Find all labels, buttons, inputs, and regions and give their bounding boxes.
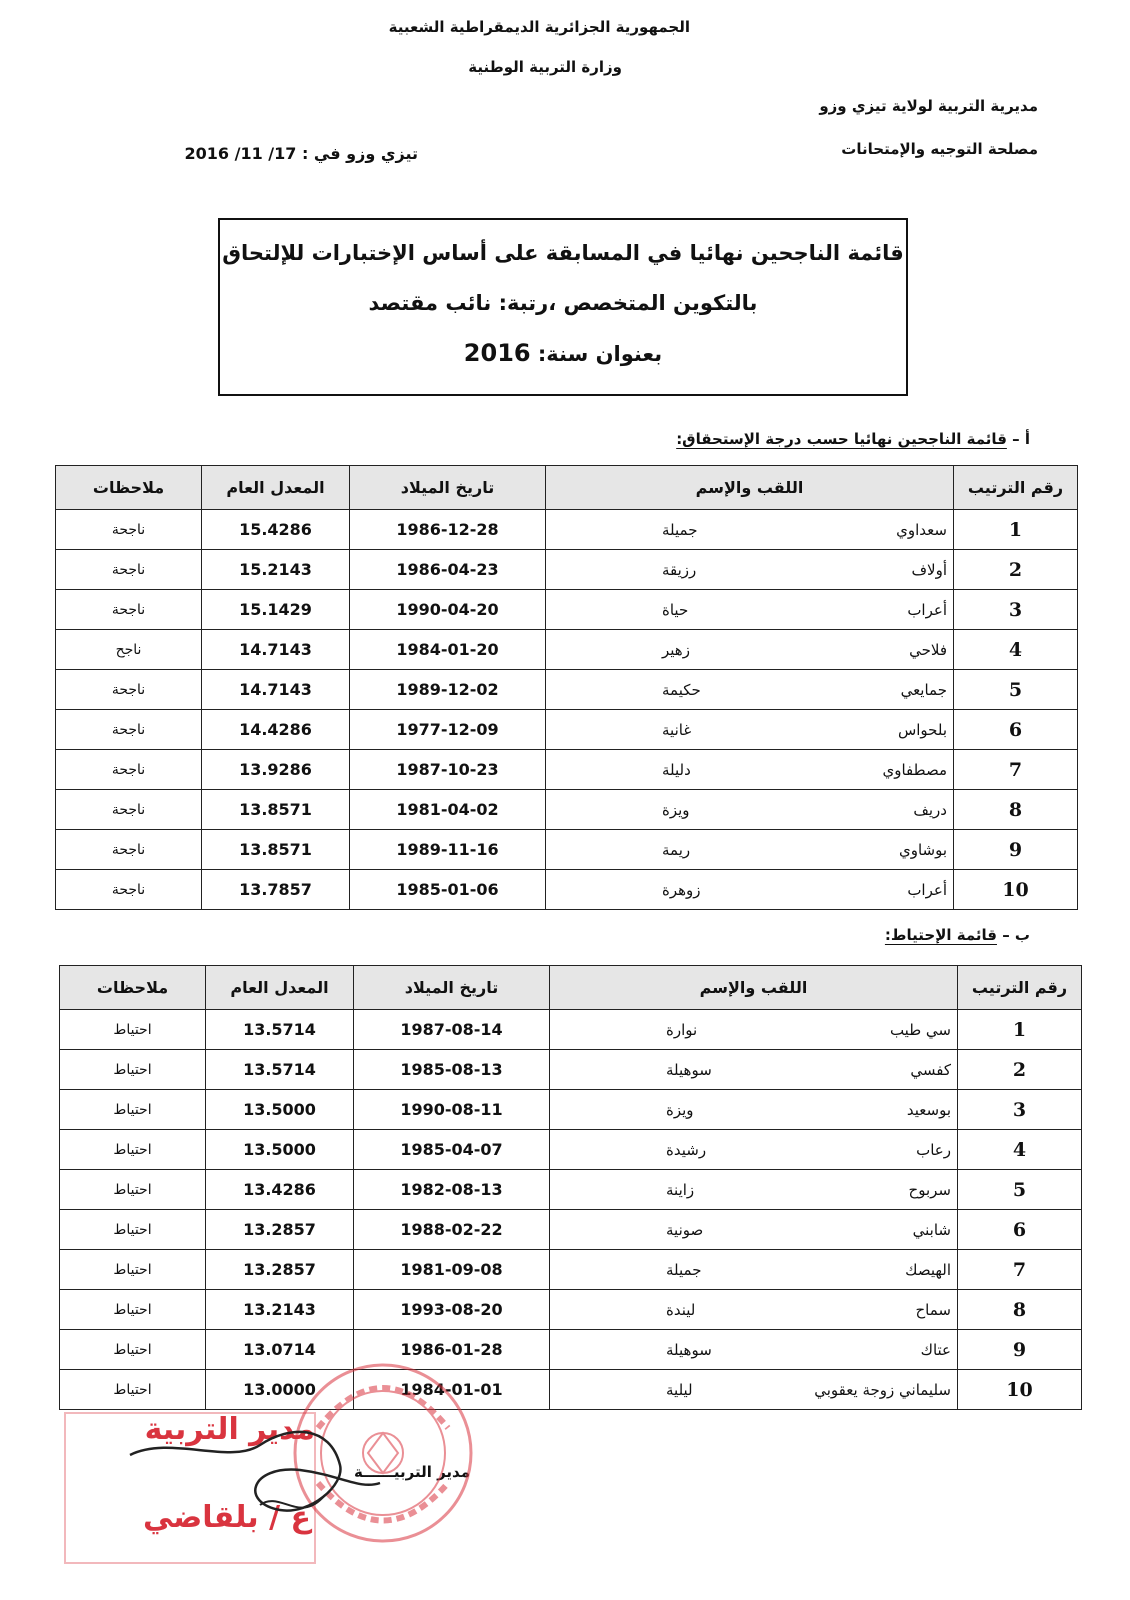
family-name: دريف	[913, 800, 947, 819]
family-name: فلاحي	[909, 640, 947, 659]
name-cell	[546, 590, 954, 630]
col-dob: تاريخ الميلاد	[354, 966, 550, 1010]
dob-cell: 1984-01-20	[350, 630, 546, 670]
name-cell	[550, 1170, 958, 1210]
average-cell: 15.2143	[202, 550, 350, 590]
family-name: عتاك	[920, 1340, 951, 1359]
note-cell: ناجح	[56, 630, 202, 670]
dob-cell: 1988-02-22	[354, 1210, 550, 1250]
given-name: دليلة	[662, 760, 691, 779]
title-line-3	[220, 328, 906, 379]
table-row	[56, 750, 1078, 790]
rank-cell: 2	[958, 1050, 1082, 1090]
table-row	[60, 1170, 1082, 1210]
name-cell	[546, 510, 954, 550]
title-year: 2016	[463, 339, 531, 367]
note-cell: ناجحة	[56, 510, 202, 550]
col-name: اللقب والإسم	[550, 966, 958, 1010]
given-name: زهير	[662, 640, 690, 659]
dob-cell: 1986-01-28	[354, 1330, 550, 1370]
given-name: ليلية	[666, 1380, 693, 1399]
section-a-marker: أ –	[1012, 430, 1030, 448]
dob-cell: 1982-08-13	[354, 1170, 550, 1210]
name-cell	[550, 1090, 958, 1130]
table-row	[56, 670, 1078, 710]
given-name: رشيدة	[666, 1140, 707, 1159]
given-name: غانية	[662, 720, 692, 739]
table-row	[56, 710, 1078, 750]
table-successful	[55, 465, 1078, 910]
service-line: مصلحة التوجيه والإمتحانات	[841, 140, 1038, 158]
note-cell: ناجحة	[56, 790, 202, 830]
dob-cell: 1981-09-08	[354, 1250, 550, 1290]
average-cell: 13.8571	[202, 830, 350, 870]
table-row	[60, 1210, 1082, 1250]
dob-cell: 1985-04-07	[354, 1130, 550, 1170]
rank-cell: 9	[958, 1330, 1082, 1370]
col-notes: ملاحظات	[60, 966, 206, 1010]
rank-cell: 1	[958, 1010, 1082, 1050]
name-cell	[550, 1250, 958, 1290]
rank-cell: 3	[954, 590, 1078, 630]
note-cell: احتياط	[60, 1370, 206, 1410]
rank-cell: 6	[954, 710, 1078, 750]
table-row	[56, 590, 1078, 630]
note-cell: احتياط	[60, 1210, 206, 1250]
col-notes: ملاحظات	[56, 466, 202, 510]
rank-cell: 1	[954, 510, 1078, 550]
table-row	[56, 510, 1078, 550]
name-cell	[550, 1050, 958, 1090]
family-name: جمايعي	[900, 680, 947, 699]
note-cell: ناجحة	[56, 670, 202, 710]
note-cell: ناجحة	[56, 830, 202, 870]
given-name: صونية	[666, 1220, 704, 1239]
republic-line: الجمهورية الجزائرية الديمقراطية الشعبية	[388, 18, 690, 36]
table-row	[60, 1010, 1082, 1050]
rank-cell: 7	[954, 750, 1078, 790]
dob-cell: 1977-12-09	[350, 710, 546, 750]
rank-cell: 3	[958, 1090, 1082, 1130]
dob-cell: 1989-11-16	[350, 830, 546, 870]
given-name: حكيمة	[662, 680, 701, 699]
given-name: جميلة	[666, 1260, 702, 1279]
note-cell: ناجحة	[56, 870, 202, 910]
table-a-header-row	[56, 466, 1078, 510]
table-row	[60, 1250, 1082, 1290]
family-name: سي طيب	[889, 1020, 951, 1039]
name-cell	[550, 1210, 958, 1250]
rank-cell: 7	[958, 1250, 1082, 1290]
dob-cell: 1986-12-28	[350, 510, 546, 550]
family-name: أعراب	[907, 880, 947, 899]
given-name: زوهرة	[662, 880, 701, 899]
directorate-line: مديرية التربية لولاية تيزي وزو	[819, 97, 1038, 115]
average-cell: 13.8571	[202, 790, 350, 830]
col-average: المعدل العام	[206, 966, 354, 1010]
note-cell: احتياط	[60, 1170, 206, 1210]
table-row	[56, 550, 1078, 590]
rank-cell: 5	[958, 1170, 1082, 1210]
given-name: زاينة	[666, 1180, 695, 1199]
rank-cell: 5	[954, 670, 1078, 710]
family-name: أولاف	[911, 560, 947, 579]
note-cell: احتياط	[60, 1290, 206, 1330]
place-date: تيزي وزو في : 17/ 11/ 2016	[184, 144, 418, 163]
dob-cell: 1990-08-11	[354, 1090, 550, 1130]
col-average: المعدل العام	[202, 466, 350, 510]
given-name: حياة	[662, 600, 689, 619]
name-cell	[550, 1130, 958, 1170]
name-cell	[546, 750, 954, 790]
dob-cell: 1993-08-20	[354, 1290, 550, 1330]
given-name: سوهيلة	[666, 1340, 712, 1359]
note-cell: احتياط	[60, 1050, 206, 1090]
dob-cell: 1981-04-02	[350, 790, 546, 830]
stamp-title: مدير التربية	[144, 1412, 315, 1447]
title-year-prefix: بعنوان سنة:	[537, 342, 663, 366]
name-cell	[546, 790, 954, 830]
family-name: سليماني زوجة يعقوبي	[814, 1380, 951, 1399]
given-name: ريمة	[662, 840, 691, 859]
dob-cell: 1990-04-20	[350, 590, 546, 630]
dob-cell: 1987-08-14	[354, 1010, 550, 1050]
note-cell: ناجحة	[56, 710, 202, 750]
signature-label: مدير التربيــــــة	[354, 1463, 470, 1481]
col-rank: رقم الترتيب	[958, 966, 1082, 1010]
title-line-1: قائمة الناجحين نهائيا في المسابقة على أساس الإختبارات للإلتحاق	[222, 241, 904, 265]
name-cell	[550, 1370, 958, 1410]
name-cell	[546, 710, 954, 750]
rank-cell: 2	[954, 550, 1078, 590]
given-name: نوارة	[666, 1020, 698, 1039]
section-a-label: قائمة الناجحين نهائيا حسب درجة الإستحقاق:	[676, 430, 1007, 448]
rank-cell: 8	[954, 790, 1078, 830]
note-cell: ناجحة	[56, 590, 202, 630]
average-cell: 13.0000	[206, 1370, 354, 1410]
name-cell	[546, 830, 954, 870]
average-cell: 13.2857	[206, 1210, 354, 1250]
family-name: رعاب	[916, 1140, 951, 1159]
given-name: ليندة	[666, 1300, 696, 1319]
average-cell: 13.7857	[202, 870, 350, 910]
rank-cell: 8	[958, 1290, 1082, 1330]
note-cell: ناجحة	[56, 550, 202, 590]
table-reserve	[59, 965, 1082, 1410]
section-b-heading	[885, 926, 1030, 944]
table-row	[56, 790, 1078, 830]
family-name: بوسعيد	[906, 1100, 951, 1119]
average-cell: 14.7143	[202, 670, 350, 710]
note-cell: ناجحة	[56, 750, 202, 790]
given-name: رزيقة	[662, 560, 697, 579]
table-row	[60, 1050, 1082, 1090]
average-cell: 14.7143	[202, 630, 350, 670]
table-row	[60, 1330, 1082, 1370]
family-name: سربوح	[908, 1180, 951, 1199]
table-row	[60, 1290, 1082, 1330]
table-b-header-row	[60, 966, 1082, 1010]
family-name: شابني	[912, 1220, 951, 1239]
dob-cell: 1985-08-13	[354, 1050, 550, 1090]
given-name: جميلة	[662, 520, 698, 539]
section-a-heading	[676, 430, 1030, 448]
director-stamp	[60, 1408, 325, 1568]
col-rank: رقم الترتيب	[954, 466, 1078, 510]
average-cell: 15.4286	[202, 510, 350, 550]
title-line-2: بالتكوين المتخصص ،رتبة: نائب مقتصد	[368, 291, 758, 315]
note-cell: احتياط	[60, 1010, 206, 1050]
dob-cell: 1987-10-23	[350, 750, 546, 790]
average-cell: 13.9286	[202, 750, 350, 790]
section-b-label: قائمة الإحتياط:	[884, 926, 997, 944]
family-name: أعراب	[907, 600, 947, 619]
section-b-marker: ب –	[1002, 926, 1030, 944]
title-box	[218, 218, 908, 396]
dob-cell: 1984-01-01	[354, 1370, 550, 1410]
average-cell: 13.5714	[206, 1050, 354, 1090]
family-name: بوشاوي	[898, 840, 947, 859]
average-cell: 15.1429	[202, 590, 350, 630]
rank-cell: 9	[954, 830, 1078, 870]
dob-cell: 1989-12-02	[350, 670, 546, 710]
col-dob: تاريخ الميلاد	[350, 466, 546, 510]
stamp-name: ع / بلقاضي	[142, 1500, 311, 1535]
family-name: كفسي	[910, 1060, 951, 1079]
average-cell: 14.4286	[202, 710, 350, 750]
note-cell: احتياط	[60, 1130, 206, 1170]
average-cell: 13.5714	[206, 1010, 354, 1050]
given-name: سوهيلة	[666, 1060, 712, 1079]
table-row	[60, 1130, 1082, 1170]
family-name: الهيصك	[905, 1260, 951, 1279]
table-row	[60, 1090, 1082, 1130]
rank-cell: 4	[958, 1130, 1082, 1170]
family-name: بلحواس	[897, 720, 947, 739]
name-cell	[550, 1330, 958, 1370]
rank-cell: 6	[958, 1210, 1082, 1250]
family-name: مصطفاوي	[882, 760, 947, 779]
rank-cell: 10	[958, 1370, 1082, 1410]
given-name: ويزة	[662, 800, 690, 819]
table-row	[60, 1370, 1082, 1410]
dob-cell: 1985-01-06	[350, 870, 546, 910]
table-row	[56, 830, 1078, 870]
name-cell	[546, 870, 954, 910]
name-cell	[550, 1010, 958, 1050]
col-name: اللقب والإسم	[546, 466, 954, 510]
given-name: ويزة	[666, 1100, 694, 1119]
note-cell: احتياط	[60, 1330, 206, 1370]
average-cell: 13.2143	[206, 1290, 354, 1330]
average-cell: 13.5000	[206, 1090, 354, 1130]
ministry-line: وزارة التربية الوطنية	[468, 58, 622, 76]
rank-cell: 4	[954, 630, 1078, 670]
family-name: سعداوي	[896, 520, 947, 539]
average-cell: 13.5000	[206, 1130, 354, 1170]
average-cell: 13.2857	[206, 1250, 354, 1290]
name-cell	[546, 670, 954, 710]
family-name: سماح	[915, 1300, 951, 1319]
note-cell: احتياط	[60, 1250, 206, 1290]
name-cell	[546, 630, 954, 670]
table-row	[56, 870, 1078, 910]
rank-cell: 10	[954, 870, 1078, 910]
average-cell: 13.0714	[206, 1330, 354, 1370]
note-cell: احتياط	[60, 1090, 206, 1130]
name-cell	[550, 1290, 958, 1330]
table-row	[56, 630, 1078, 670]
average-cell: 13.4286	[206, 1170, 354, 1210]
name-cell	[546, 550, 954, 590]
dob-cell: 1986-04-23	[350, 550, 546, 590]
